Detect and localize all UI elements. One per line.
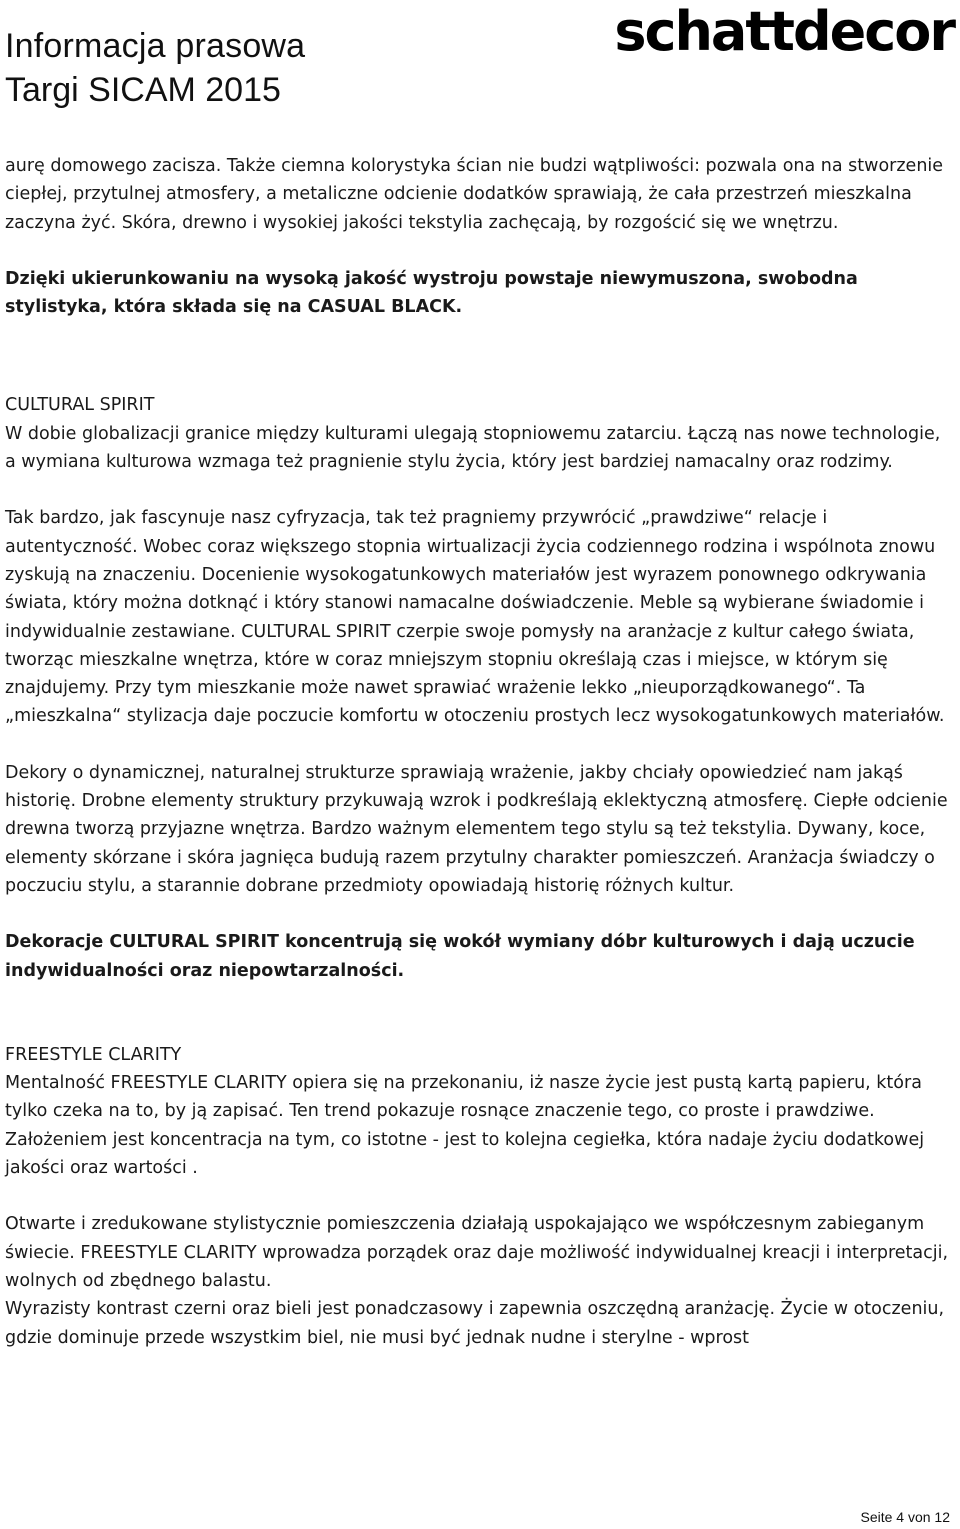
- event-title: Targi SICAM 2015: [5, 71, 281, 109]
- paragraph-cultural-spirit-intro: W dobie globalizacji granice między kulturami ulegają stopniowemu zatarciu. Łączą nas nowe technologie, a wymiana kulturowa wzmaga też pragnienie stylu życia, który jest bardziej namacalny oraz rodzimy.: [5, 423, 941, 473]
- schattdecor-logo: schattdecor: [614, 0, 954, 63]
- document-body: [5, 152, 955, 1352]
- section-heading-cultural-spirit: CULTURAL SPIRIT: [5, 395, 155, 416]
- paragraph-cultural-spirit-summary: Dekoracje CULTURAL SPIRIT koncentrują się wokół wymiany dóbr kulturowych i dają uczucie indywidualności oraz niepowtarzalności.: [5, 932, 915, 981]
- page-number: Seite 4 von 12: [860, 1509, 950, 1525]
- paragraph-casual-black-intro: aurę domowego zacisza. Także ciemna kolorystyka ścian nie budzi wątpliwości: pozwala ona na stworzenie ciepłej, przytulnej atmosfery, a metaliczne odcienie dodatków sprawiają, że cała przestrzeń mieszkalna zaczyna żyć. Skóra, drewno i wysokiej jakości tekstylia zachęcają, by rozgościć się we wnętrzu.: [5, 156, 944, 233]
- document-header: [5, 24, 305, 112]
- paragraph-freestyle-clarity-contrast: Wyrazisty kontrast czerni oraz bieli jest ponadczasowy i zapewnia oszczędną aranżację. Życie w otoczeniu, gdzie dominuje przede wszystkim biel, nie musi być jednak nudne i sterylne - wprost: [5, 1299, 945, 1348]
- paragraph-cultural-spirit-decors: Dekory o dynamicznej, naturalnej strukturze sprawiają wrażenie, jakby chciały opowiedzieć nam jakąś historię. Drobne elementy struktury przykuwają wzrok i podkreślają eklektyczną atmosferę. Ciepłe odcienie drewna tworzą przyjazne wnętrza. Bardzo ważnym elementem tego stylu są też tekstylia. Dywany, koce, elementy skórzane i skóra jagnięca budują razem przytulny charakter pomieszczeń. Aranżacja świadczy o poczuciu stylu, a starannie dobrane przedmioty opowiadają historię różnych kultur.: [5, 762, 948, 896]
- paragraph-freestyle-clarity-intro: Mentalność FREESTYLE CLARITY opiera się na przekonaniu, iż nasze życie jest pustą kartą papieru, która tylko czeka na to, by ją zapisać. Ten trend pokazuje rosnące znaczenie tego, co proste i prawdziwe. Założeniem jest koncentracja na tym, co istotne - jest to kolejna cegiełka, która nadaje życiu dodatkowej jakości oraz wartości .: [5, 1073, 925, 1179]
- document-type-title: Informacja prasowa: [5, 27, 306, 65]
- section-heading-freestyle-clarity: FREESTYLE CLARITY: [5, 1044, 182, 1065]
- paragraph-freestyle-clarity-rooms: Otwarte i zredukowane stylistycznie pomieszczenia działają uspokajająco we współczesnym zabieganym świecie. FREESTYLE CLARITY wprowadza porządek oraz daje możliwość indywidualnej kreacji i interpretacji, wolnych od zbędnego balastu.: [5, 1214, 949, 1291]
- paragraph-casual-black-summary: Dzięki ukierunkowaniu na wysoką jakość wystroju powstaje niewymuszona, swobodna stylistyka, która składa się na CASUAL BLACK.: [5, 268, 858, 318]
- paragraph-cultural-spirit-main: Tak bardzo, jak fascynuje nasz cyfryzacja, tak też pragniemy przywrócić „prawdziwe“ relacje i autentyczność. Wobec coraz większego stopnia wirtualizacji życia codziennego rodzina i wspólnota znowu zyskują na znaczeniu. Docenienie wysokogatunkowych materiałów jest wyrazem ponownego odkrywania świata, który można dotknąć i który stanowi namacalne doświadczenie. Meble są wybierane świadomie i indywidualnie zestawiane. CULTURAL SPIRIT czerpie swoje pomysły na aranżacje z kultur całego świata, tworząc mieszkalne wnętrza, które w coraz mniejszym stopniu określają czas i miejsce, w którym się znajdujemy. Przy tym mieszkanie może nawet sprawiać wrażenie lekko „nieuporządkowanego“. Ta „mieszkalna“ stylizacja daje poczucie komfortu w otoczeniu prostych lecz wysokogatunkowych materiałów.: [5, 508, 945, 727]
